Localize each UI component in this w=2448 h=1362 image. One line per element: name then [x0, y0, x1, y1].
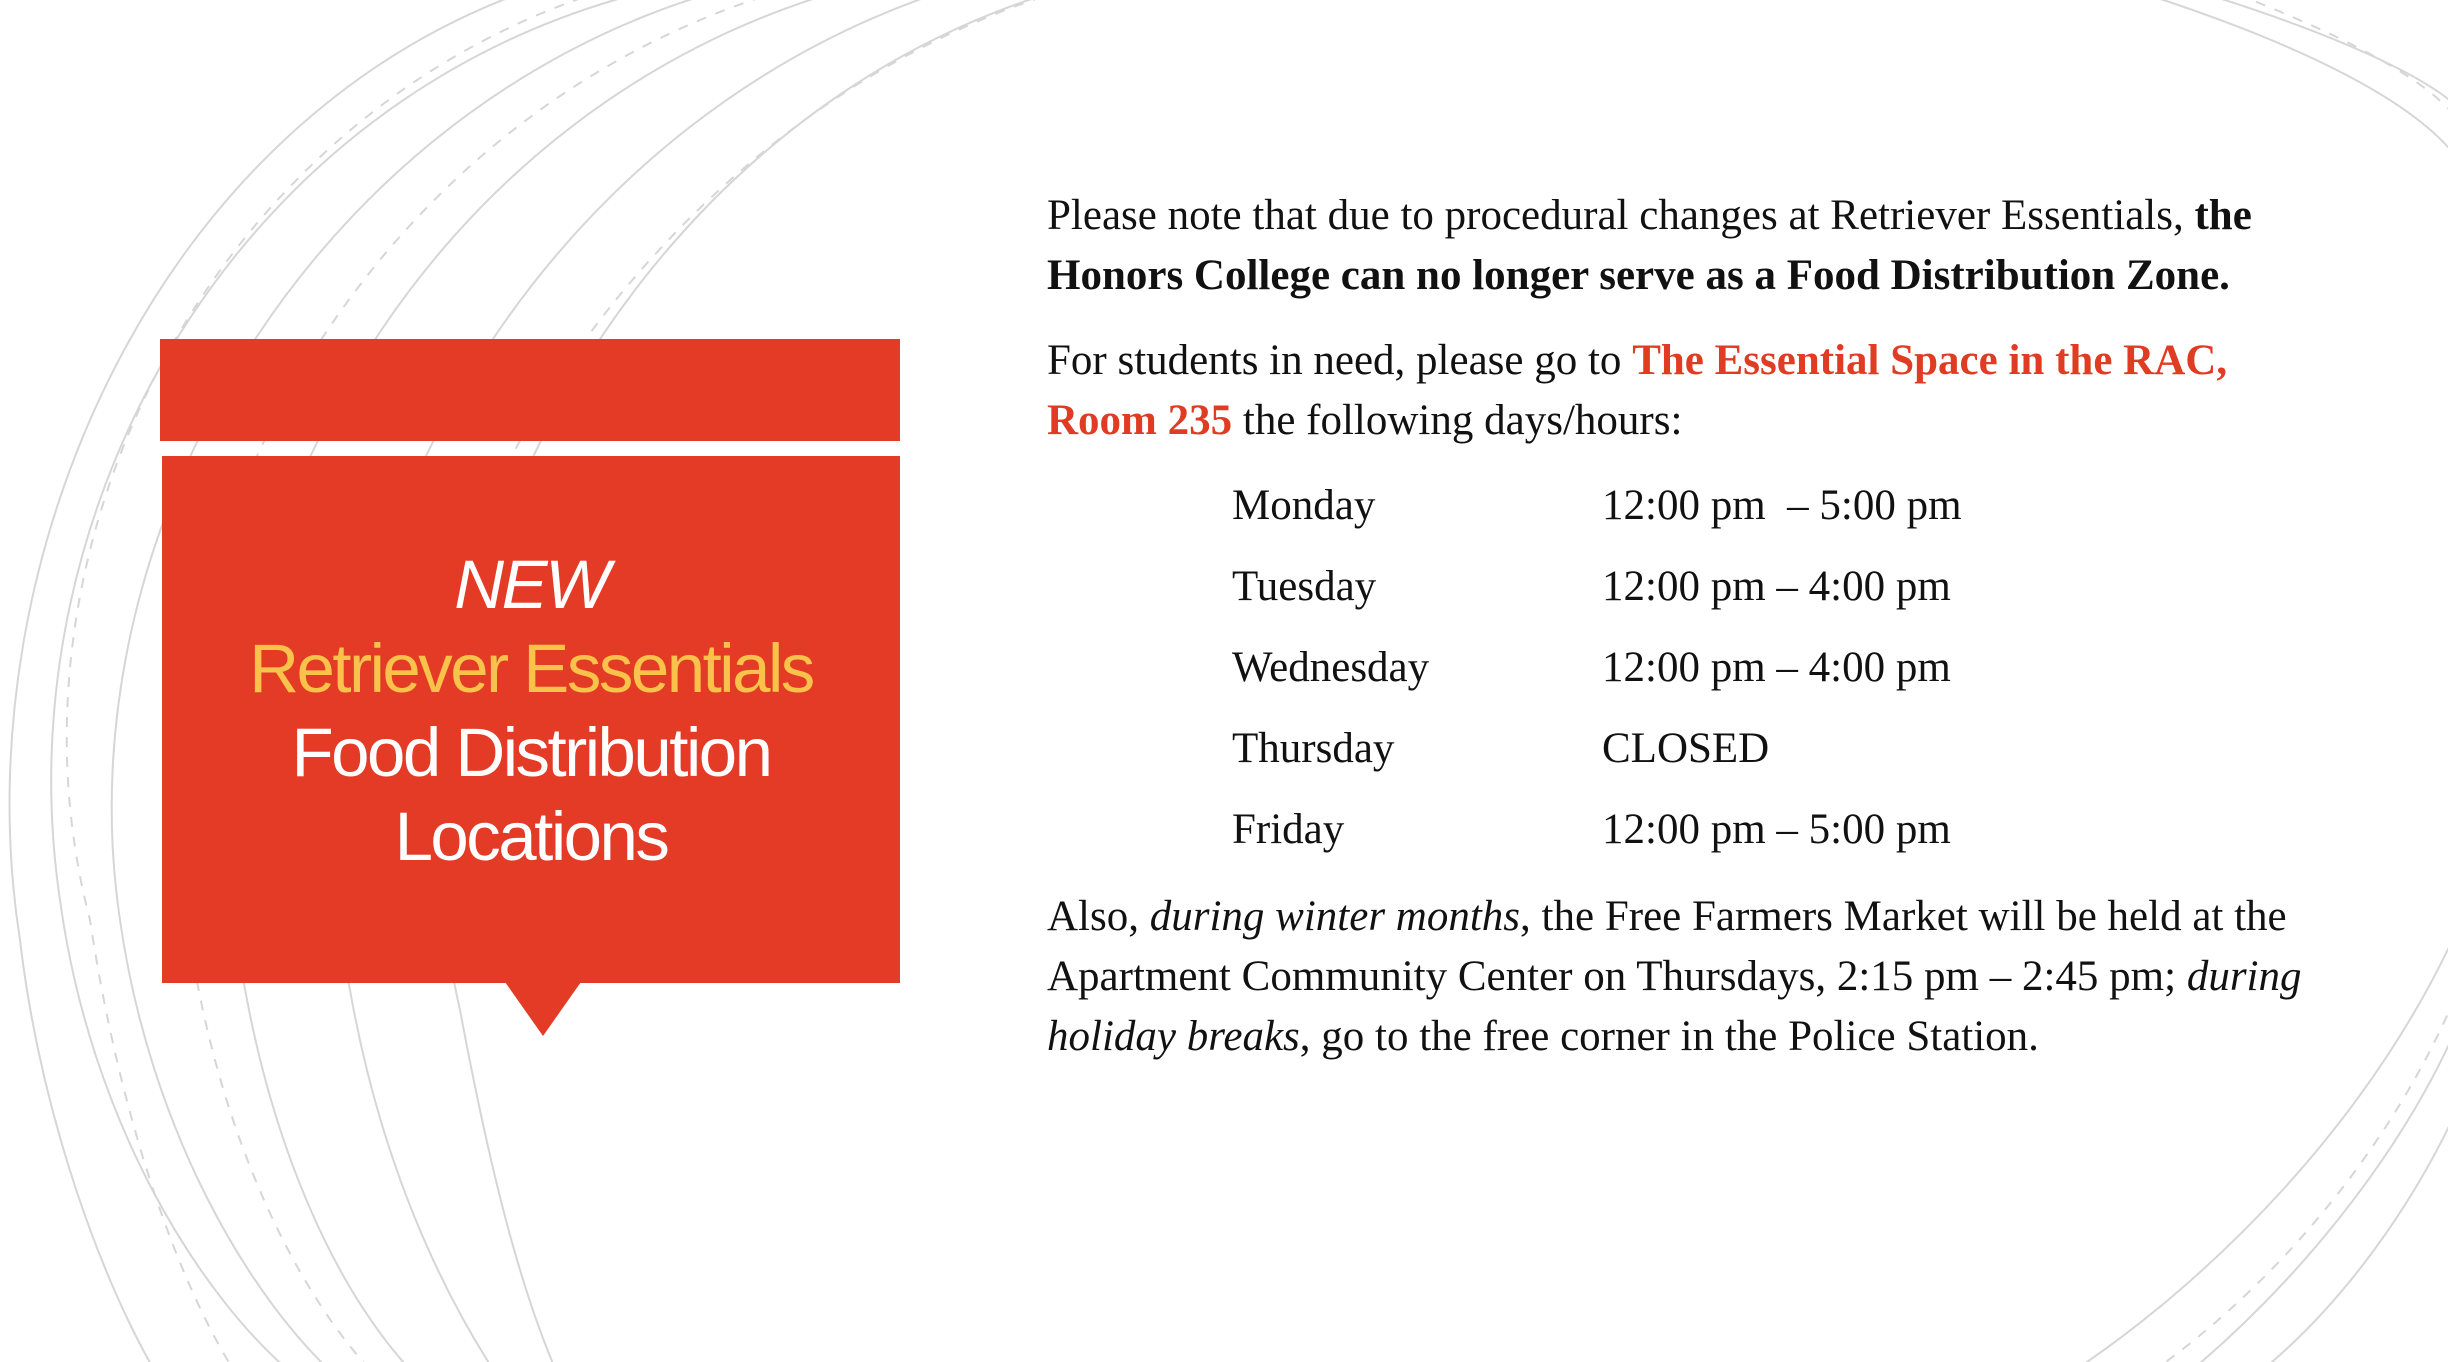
schedule-hours: 12:00 pm – 5:00 pm: [1602, 806, 1951, 853]
notice-bold: the Honors College can no longer serve as a Food Distribution Zone.: [1047, 192, 2252, 299]
notice-text: Please note that due to procedural changes at Retriever Essentials,: [1047, 192, 2195, 239]
notice-paragraph: [1047, 186, 2307, 306]
title-callout: [162, 456, 900, 983]
directions-text: For students in need, please go to: [1047, 337, 1633, 384]
schedule-row: [1047, 719, 2307, 800]
title-locations: Locations: [394, 797, 668, 875]
schedule-row: [1047, 800, 2307, 881]
schedule-hours: 12:00 pm – 4:00 pm: [1602, 563, 1951, 610]
schedule-day: Tuesday: [1232, 563, 1377, 610]
schedule-day: Monday: [1232, 482, 1376, 529]
also-text: Also,: [1047, 893, 1150, 940]
also-paragraph: [1047, 887, 2307, 1067]
callout-pointer: [505, 982, 581, 1036]
location-highlight: The Essential Space in the RAC, Room 235: [1047, 337, 2228, 444]
schedule-day: Thursday: [1232, 725, 1395, 772]
also-text-market: , the Free Farmers Market will be held at the Apartment Community Center on Thursdays, 2:15 pm – 2:45 pm;: [1047, 893, 2287, 1000]
directions-paragraph: [1047, 331, 2307, 451]
header-accent-bar: [160, 339, 900, 441]
title-retriever-essentials: Retriever Essentials: [249, 629, 813, 707]
schedule-hours: CLOSED: [1602, 725, 1770, 772]
schedule-row: [1047, 638, 2307, 719]
schedule-day: Friday: [1232, 806, 1345, 853]
title-new: NEW: [454, 545, 608, 623]
also-text-end: , go to the free corner in the Police Station.: [1299, 1013, 2039, 1060]
schedule-row: [1047, 476, 2307, 557]
directions-text-end: the following days/hours:: [1232, 397, 1683, 444]
also-italic-winter: during winter months: [1149, 893, 1521, 940]
also-italic-holiday: during holiday breaks: [1047, 953, 2302, 1060]
content-body: [1047, 186, 2307, 1092]
title-food-distribution: Food Distribution: [291, 713, 771, 791]
schedule-row: [1047, 557, 2307, 638]
schedule-hours: 12:00 pm – 5:00 pm: [1602, 482, 1962, 529]
schedule-hours: 12:00 pm – 4:00 pm: [1602, 644, 1951, 691]
schedule-table: [1047, 476, 2307, 881]
schedule-day: Wednesday: [1232, 644, 1430, 691]
